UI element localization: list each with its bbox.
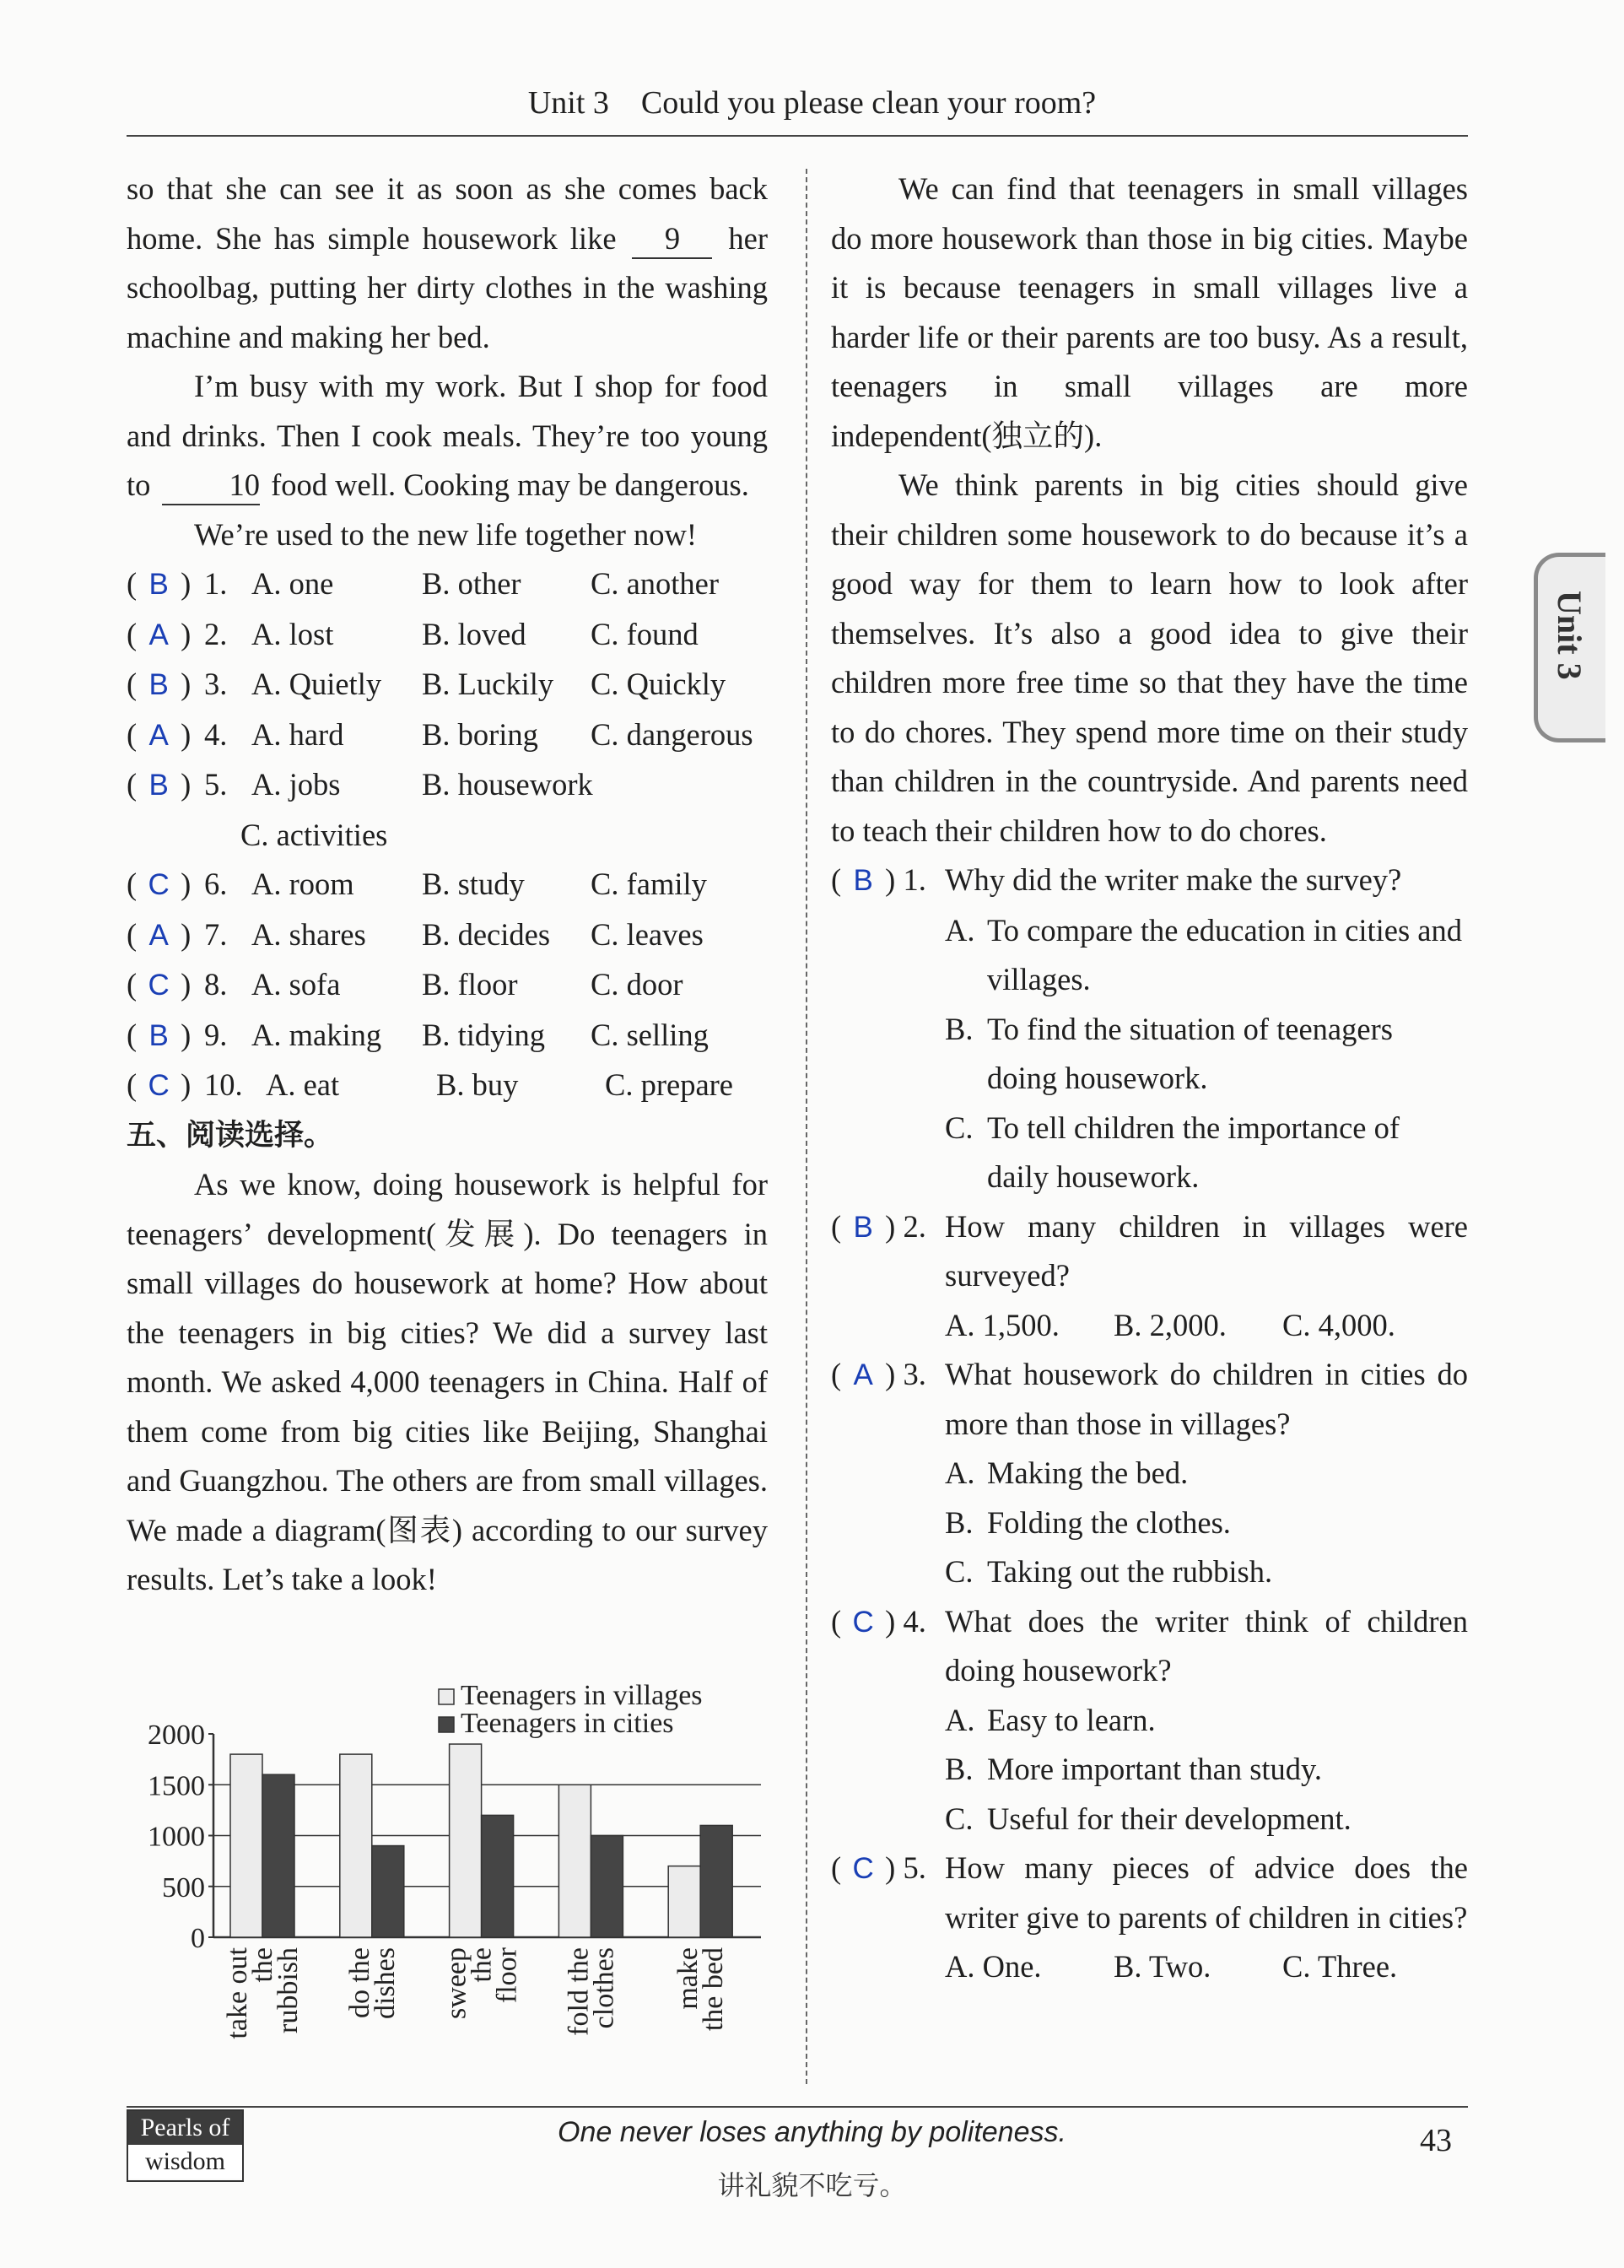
y-tick-label: 1000: [148, 1821, 205, 1853]
option-text: To tell children the importance of daily housework.: [987, 1110, 1400, 1194]
answer-letter: A: [148, 618, 169, 651]
answer-option: [831, 1498, 1468, 1548]
legend-swatch: [439, 1717, 454, 1732]
pearls-top: Pearls of: [128, 2111, 242, 2145]
x-category-line: the: [466, 1947, 498, 1983]
question-number: 3.: [204, 667, 228, 701]
option-letter: B.: [945, 1504, 974, 1540]
inline-options: [831, 1942, 1468, 1992]
bar-cities-5: [700, 1825, 732, 1937]
x-category-line: sweep: [440, 1947, 472, 2019]
option-c: C. leaves: [591, 916, 704, 952]
option-letter: C.: [945, 1801, 974, 1836]
option-letter: A.: [945, 1455, 975, 1490]
option-c: C. family: [591, 867, 707, 901]
x-category-label: [222, 1947, 304, 2038]
unit-side-tab: [1534, 553, 1605, 742]
y-tick-label: 2000: [148, 1720, 205, 1751]
option-letter: B.: [945, 1011, 974, 1046]
option-b: B. Luckily: [422, 667, 554, 701]
answer-option: [831, 1696, 1468, 1746]
legend-label: Teenagers in cities: [461, 1708, 674, 1739]
question-stem: How many children in villages were surveyed?: [945, 1208, 1468, 1293]
option-c-row: [127, 811, 768, 861]
option-b: B. decides: [422, 916, 551, 952]
bar-villages-5: [668, 1866, 700, 1937]
option-a: A. jobs: [251, 767, 341, 802]
answer-paren: ( B ): [127, 1011, 204, 1061]
answer-paren: ( C ): [127, 860, 204, 910]
answer-paren: ( A ): [127, 610, 204, 661]
unit-title: Could you please clean your room?: [640, 85, 1097, 121]
question-number: 5.: [204, 767, 228, 802]
answer-letter: C: [148, 868, 170, 901]
answer-paren: ( B ): [127, 559, 204, 610]
right-column: [831, 165, 1468, 1992]
x-category-label: [441, 1947, 523, 2019]
pearls-bottom: wisdom: [128, 2145, 242, 2179]
section-title: 五、阅读选择。: [127, 1118, 334, 1153]
unit-side-tab-label: Unit 3: [1551, 591, 1589, 680]
option-c: C. activities: [240, 817, 388, 852]
option-a: A. hard: [251, 716, 344, 752]
bar-villages-4: [558, 1785, 591, 1937]
option-b: B. floor: [422, 967, 518, 1002]
passage-para-3: We’re used to the new life together now!: [194, 516, 698, 552]
bar-villages-3: [450, 1744, 482, 1937]
question-number: 3.: [903, 1357, 926, 1391]
option-text: To compare the education in cities and villages.: [987, 912, 1462, 996]
option-c: C. prepare: [605, 1067, 734, 1102]
question-number: 4.: [903, 1603, 926, 1639]
y-tick-label: 500: [162, 1871, 205, 1904]
option-letter: C.: [945, 1554, 974, 1589]
option-b: B. buy: [436, 1067, 519, 1102]
inline-option: B. Two.: [1114, 1949, 1211, 1984]
inline-option: A. 1,500.: [945, 1307, 1060, 1342]
left-column: [127, 165, 768, 1605]
option-letter: C.: [945, 1110, 974, 1145]
question-number: 9.: [204, 1017, 228, 1052]
legend-swatch: [439, 1689, 454, 1704]
question-stem: How many pieces of advice does the writer give to parents of children in cities?: [945, 1850, 1468, 1935]
reading-para-1: We can find that teenagers in small villages do more housework than those in big cities. Maybe it is because teenagers in small villages live a harder life or their parents are too busy. As a result, teenagers in small villages are more independent(独立的).: [831, 171, 1468, 453]
answer-letter: B: [148, 668, 169, 701]
option-b: B. tidying: [422, 1017, 546, 1052]
question-number: 2.: [204, 616, 228, 651]
option-c: C. Quickly: [591, 667, 726, 701]
question-number: 10.: [204, 1067, 243, 1102]
option-text: More important than study.: [987, 1752, 1323, 1786]
answer-letter: C: [148, 1069, 170, 1102]
answer-option: [831, 1449, 1468, 1498]
option-text: Useful for their development.: [987, 1801, 1352, 1836]
reading-question: [831, 1844, 1468, 1942]
reading-question: [831, 1597, 1468, 1696]
question-stem: What does the writer think of children doing housework?: [945, 1603, 1468, 1688]
option-text: To find the situation of teenagers doing housework.: [987, 1011, 1393, 1095]
inline-option: A. One.: [945, 1949, 1042, 1984]
x-category-label: [672, 1947, 729, 2031]
answer-option: [831, 1547, 1468, 1597]
reading-intro: As we know, doing housework is helpful for teenagers’ development(发展). Do teenagers in small villages do housework at home? How about the teenagers in big cities? We did a survey last month. We asked 4,000 teenagers in China. Half of them come from big cities like Beijing, Shanghai and Guangzhou. The others are from small villages. We made a diagram(图表) according to our survey results. Let’s take a look!: [127, 1167, 768, 1596]
blank-9: 9: [632, 220, 712, 259]
x-category-line: the: [247, 1947, 278, 1983]
question-lead: ( B ) 2.: [831, 1202, 945, 1301]
option-text: Making the bed.: [987, 1455, 1189, 1490]
x-category-line: the bed: [698, 1947, 730, 2032]
bar-cities-2: [372, 1846, 404, 1937]
inline-option: C. 4,000.: [1282, 1307, 1395, 1342]
question-lead: ( C ) 4.: [831, 1597, 945, 1696]
question-number: 5.: [903, 1850, 926, 1885]
cloze-question-list: [127, 559, 768, 1111]
footer-motto-cn: 讲礼貌不吃亏。: [717, 2169, 907, 2201]
option-b: B. housework: [422, 767, 593, 802]
option-b: B. study: [422, 867, 525, 901]
answer-option: [831, 906, 1468, 1005]
option-c: C. another: [591, 566, 720, 601]
answer-letter: A: [148, 918, 169, 952]
footer-rule: [127, 2106, 1468, 2108]
option-letter: A.: [945, 1702, 975, 1737]
option-a: A. one: [251, 566, 334, 601]
option-a: A. room: [251, 867, 354, 901]
cloze-question: [127, 760, 768, 811]
option-c: C. selling: [591, 1017, 709, 1052]
bar-villages-1: [230, 1754, 262, 1937]
x-category-line: rubbish: [272, 1947, 304, 2033]
blank-10: 10: [162, 467, 261, 505]
answer-letter: B: [148, 769, 169, 802]
option-text: Folding the clothes.: [987, 1504, 1231, 1540]
answer-option: [831, 1104, 1468, 1202]
cloze-question: [127, 660, 768, 710]
option-letter: B.: [945, 1752, 974, 1786]
answer-letter: B: [148, 1018, 169, 1052]
answer-paren: ( B ): [127, 760, 204, 811]
answer-paren: ( C ): [127, 1061, 204, 1111]
question-number: 1.: [204, 566, 228, 601]
option-text: Easy to learn.: [987, 1702, 1156, 1737]
bar-villages-2: [340, 1754, 372, 1937]
passage-para-1: so that she can see it as soon as she comes back home. She has simple housework like 9 her schoolbag, putting her dirty clothes in the washing machine and making her bed.: [127, 171, 768, 354]
option-c: C. found: [591, 616, 699, 651]
reading-question: [831, 1350, 1468, 1449]
option-a: A. making: [251, 1017, 382, 1052]
answer-letter: A: [148, 718, 169, 752]
answer-paren: ( B ): [127, 660, 204, 710]
x-category-line: clothes: [588, 1947, 620, 2029]
column-divider: [806, 169, 807, 2084]
cloze-question: [127, 559, 768, 610]
bar-cities-1: [262, 1774, 294, 1937]
answer-paren: ( A ): [127, 910, 204, 961]
header-rule: [127, 135, 1468, 137]
x-category-line: do the: [343, 1947, 375, 2019]
housework-bar-chart: [127, 1679, 768, 2084]
bar-cities-4: [591, 1836, 623, 1938]
cloze-question: [127, 710, 768, 761]
reading-question: [831, 1202, 1468, 1301]
question-number: 2.: [903, 1208, 926, 1244]
y-tick-label: 0: [191, 1923, 205, 1954]
y-tick-label: 1500: [148, 1770, 205, 1802]
unit-label: Unit 3: [527, 85, 609, 121]
question-number: 4.: [204, 716, 228, 752]
option-text: Taking out the rubbish.: [987, 1554, 1273, 1589]
question-lead: ( A ) 3.: [831, 1350, 945, 1449]
reading-question: [831, 856, 1468, 906]
option-a: A. eat: [266, 1067, 340, 1102]
question-stem: Why did the writer make the survey?: [945, 862, 1402, 897]
page-header: [0, 84, 1624, 122]
x-category-line: take out: [222, 1947, 253, 2039]
option-b: B. loved: [422, 616, 526, 651]
option-c: C. dangerous: [591, 716, 753, 752]
x-category-line: dishes: [369, 1947, 401, 2019]
cloze-question: [127, 910, 768, 961]
x-category-label: [344, 1947, 401, 2019]
answer-paren: ( C ): [127, 960, 204, 1011]
cloze-question: [127, 610, 768, 661]
page-number: 43: [1420, 2123, 1452, 2158]
x-category-line: fold the: [563, 1947, 595, 2036]
answer-letter: C: [148, 969, 170, 1002]
question-number: 6.: [204, 867, 228, 901]
question-lead: ( C ) 5.: [831, 1844, 945, 1942]
answer-letter: B: [853, 864, 873, 897]
legend-label: Teenagers in villages: [461, 1680, 703, 1711]
footer-motto: One never loses anything by politeness.: [558, 2116, 1066, 2148]
answer-letter: B: [853, 1210, 873, 1244]
reading-question-list: [831, 856, 1468, 1992]
option-a: A. sofa: [251, 967, 341, 1002]
option-b: B. boring: [422, 716, 538, 752]
x-category-label: [563, 1947, 619, 2036]
x-category-line: floor: [491, 1947, 523, 2004]
cloze-question: [127, 1011, 768, 1061]
option-a: A. Quietly: [251, 667, 382, 701]
option-letter: A.: [945, 912, 975, 948]
answer-letter: A: [853, 1358, 873, 1391]
option-b: B. other: [422, 566, 521, 601]
option-a: A. shares: [251, 916, 366, 952]
cloze-question: [127, 960, 768, 1011]
cloze-question: [127, 860, 768, 910]
answer-option: [831, 1745, 1468, 1795]
answer-paren: ( A ): [127, 710, 204, 761]
question-stem: What housework do children in cities do more than those in villages?: [945, 1357, 1468, 1441]
bar-cities-3: [482, 1815, 514, 1937]
reading-para-2: We think parents in big cities should give their children some housework to do because it’s a good way for them to learn how to look after themselves. It’s also a good idea to give their children more free time so that they have the time to do chores. They spend more time on their study than children in the countryside. And parents need to teach their children how to do chores.: [831, 467, 1468, 848]
question-number: 1.: [903, 862, 926, 897]
option-a: A. lost: [251, 616, 334, 651]
question-lead: ( B ) 1.: [831, 856, 945, 906]
inline-option: B. 2,000.: [1114, 1307, 1227, 1342]
answer-option: [831, 1005, 1468, 1104]
answer-option: [831, 1795, 1468, 1844]
x-category-line: make: [672, 1947, 704, 2010]
inline-options: [831, 1301, 1468, 1351]
question-number: 8.: [204, 967, 228, 1002]
answer-letter: C: [852, 1852, 874, 1885]
passage-para-2: I’m busy with my work. But I shop for food and drinks. Then I cook meals. They’re too young to 10 food well. Cooking may be dangerous.: [127, 362, 768, 510]
answer-letter: C: [852, 1605, 874, 1639]
option-c: C. door: [591, 967, 683, 1002]
inline-option: C. Three.: [1282, 1949, 1398, 1984]
answer-letter: B: [148, 568, 169, 601]
cloze-question: [127, 1061, 768, 1111]
question-number: 7.: [204, 916, 228, 952]
